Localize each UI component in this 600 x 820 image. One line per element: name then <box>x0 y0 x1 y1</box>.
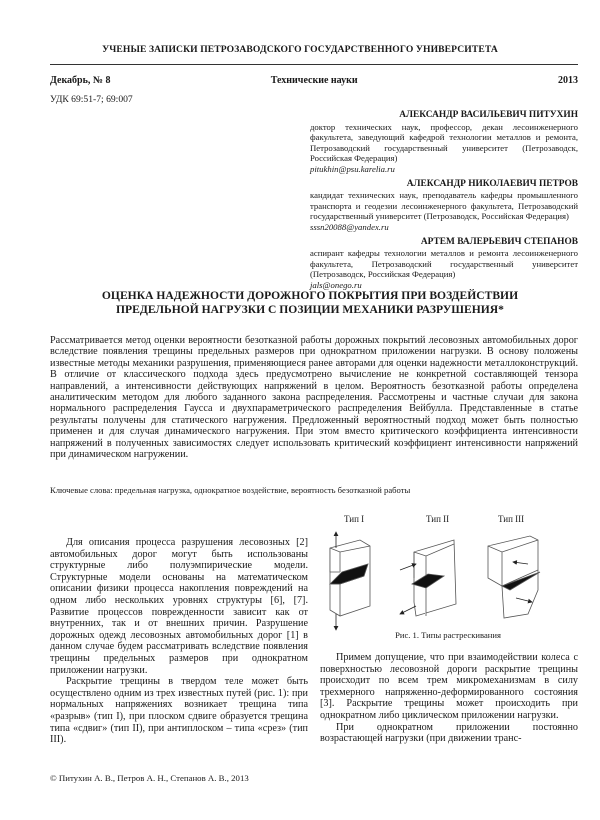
paragraph: Для описания процесса разрушения лесовозных [2] автомобильных дорог могут быть использованы структурные либо полуэмпирические модели. Структурные модели основаны на математическом описании физики процесса накопления повреждений на одном либо нескольких уровнях структуры [6], [7]. Развитие процессов поврежденности зависит как от внутренних, так и от внешних причин. Разрушение дорожных одежд лесовозных автомобильных дорог [1] в данном случае будем рассматривать вследствие появления трещины предельных размеров при однократном приложении нагрузки. <box>50 537 308 676</box>
body-column-right <box>320 652 578 745</box>
header-divider <box>50 64 578 65</box>
title-line-1: ОЦЕНКА НАДЕЖНОСТИ ДОРОЖНОГО ПОКРЫТИЯ ПРИ ВОЗДЕЙСТВИИ <box>101 289 519 302</box>
abstract: Рассматривается метод оценки вероятности безотказной работы дорожных покрытий лесовозных автомобильных дорог вследствие появления трещины предельных размеров при однократном приложении нагрузки. В основу положены известные методы механики разрушения, применяющиеся ранее авторами для оценки надежности металлоконструкций. В отличие от классического подхода здесь предусмотрено вычисление не конкретной составляющей тензора направлений, а интенсивности действующих напряжений в целом. Вероятность безотказной работы определена аналитическим методом для любого заданного закона распределения. Рассмотрены и частные случаи для закона нормального распределения Гаусса и двухпараметрического распределения Вейбулла. Представленные в статье результаты получены для статического нагружения. Предложенный вероятностный подход может быть полностью применен и для случая динамического нагружения. При этом вместо критического коэффициента интенсивности напряжений в полученных зависимостях следует использовать критический коэффициент интенсивности напряжений при динамическом нагружении. <box>50 335 578 461</box>
title-line-2: ПРЕДЕЛЬНОЙ НАГРУЗКИ С ПОЗИЦИИ МЕХАНИКИ РАЗРУШЕНИЯ* <box>116 303 504 316</box>
figure-caption: Рис. 1. Типы растрескивания <box>395 630 501 640</box>
figure-crack-types <box>318 514 578 646</box>
issue-year: 2013 <box>557 75 578 86</box>
paragraph: Раскрытие трещины в твердом теле может быть осуществлено одним из трех известных путей (рис. 1): при нормальных напряжениях возникает трещина типа «разрыв» (тип I), при плоском сдвиге образуется трещина типа «сдвиг» (тип II), при антиплоском – типа «срез» (тип III). <box>50 676 308 746</box>
figure-label-type-2: Тип II <box>426 514 450 524</box>
paragraph: При однократном приложении постоянно возрастающей нагрузки (при движении транс- <box>320 721 578 745</box>
section-name: Технические науки <box>270 75 358 86</box>
author-email[interactable]: sssn20088@yandex.ru <box>310 221 389 232</box>
journal-title: УЧЕНЫЕ ЗАПИСКИ ПЕТРОЗАВОДСКОГО ГОСУДАРСТВЕННОГО УНИВЕРСИТЕТА <box>102 44 498 55</box>
author-name: АРТЕМ ВАЛЕРЬЕВИЧ СТЕПАНОВ <box>420 236 578 247</box>
author-description: доктор технических наук, профессор, декан лесоинженерного факультета, заведующий кафедрой технологии металлов и ремонта, Петрозаводский государственный университет (Петрозаводск, Российская Федерация) <box>310 121 578 164</box>
author-email[interactable]: jals@onego.ru <box>310 279 362 290</box>
type-2-block-icon <box>400 540 456 616</box>
authors-block <box>310 110 578 295</box>
figure-label-type-1: Тип I <box>344 514 365 524</box>
author <box>310 110 578 175</box>
figure-label-type-3: Тип III <box>498 514 525 524</box>
author <box>310 179 578 233</box>
type-1-block-icon <box>330 532 370 630</box>
copyright: © Питухин А. В., Петров А. Н., Степанов А. В., 2013 <box>50 773 249 783</box>
author-description: аспирант кафедры технологии металлов и ремонта лесоинженерного факультета, Петрозаводский государственный университет (Петрозаводск, Российская Федерация) <box>310 248 578 280</box>
author-name: АЛЕКСАНДР ВАСИЛЬЕВИЧ ПИТУХИН <box>399 110 578 120</box>
issue-row <box>50 75 578 86</box>
udk-code: УДК 69:51-7; 69:007 <box>50 94 133 105</box>
author-name: АЛЕКСАНДР НИКОЛАЕВИЧ ПЕТРОВ <box>406 178 578 189</box>
issue-number: Декабрь, № 8 <box>50 75 111 86</box>
crack-types-diagram <box>318 528 578 646</box>
keywords: Ключевые слова: предельная нагрузка, однократное воздействие, вероятность безотказной работы <box>50 485 411 495</box>
author <box>310 237 578 291</box>
body-column-left <box>50 537 308 746</box>
author-description: кандидат технических наук, преподаватель кафедры промышленного транспорта и геодезии лесоинженерного факультета, Петрозаводский государственный университет (Петрозаводск, Российская Федерация) <box>310 190 578 222</box>
paragraph: Примем допущение, что при взаимодействии колеса с поверхностью лесовозной дороги раскрытие трещины происходит по всем трем микромеханизмам в силу трехмерного напряженно-деформированного состояния [3]. Раскрытие трещины может происходить при однократном либо циклическом приложении нагрузки. <box>320 652 578 721</box>
article-title <box>40 289 580 317</box>
author-email[interactable]: pitukhin@psu.karelia.ru <box>310 163 395 174</box>
type-3-block-icon <box>488 536 540 618</box>
